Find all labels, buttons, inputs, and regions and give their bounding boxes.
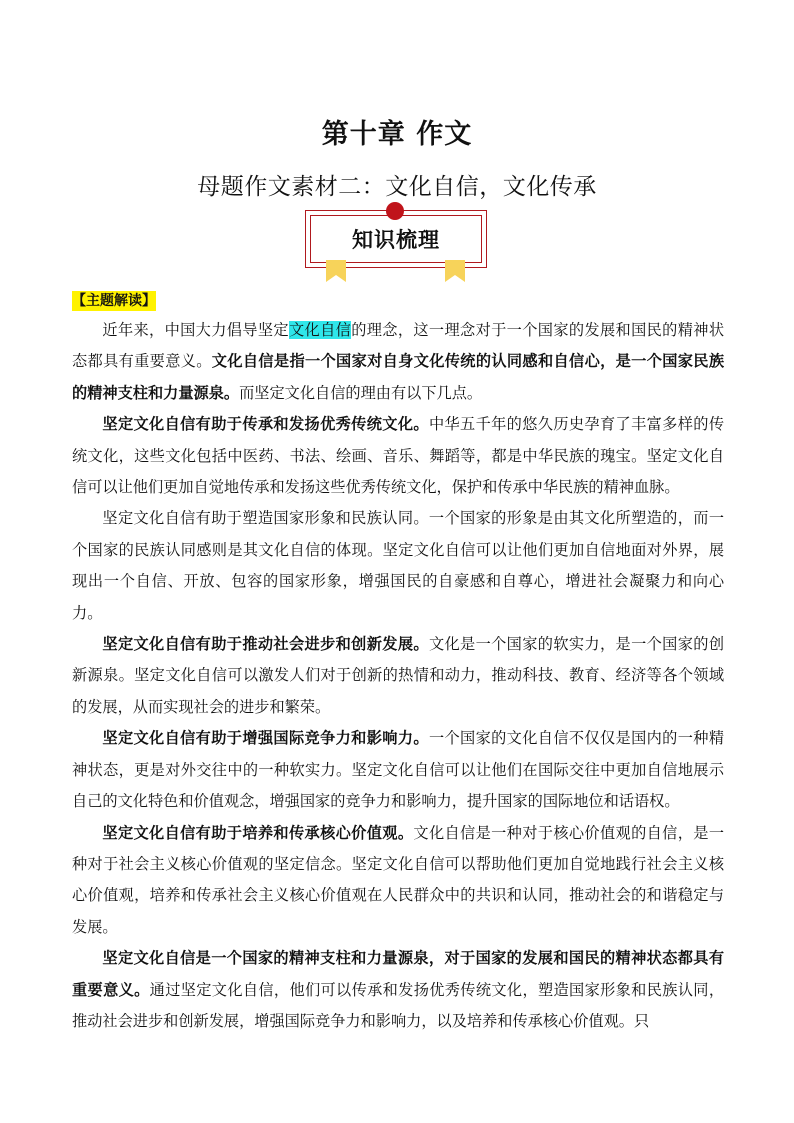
paragraph-1	[72, 315, 724, 409]
highlighted-term: 文化自信	[288, 321, 352, 339]
paragraph-4	[72, 629, 724, 723]
p4-text: 文化是一个国家的软实力，是一个国家的创新源泉。坚定文化自信可以激发人们对于创新的热情和动力，推动科技、教育、经济等各个领域的发展，从而实现社会的进步和繁荣。	[72, 635, 725, 716]
p1-text-a: 近年来，中国大力倡导坚定	[102, 321, 289, 339]
section-tag: 【主题解读】	[72, 293, 156, 309]
paragraph-5	[72, 723, 724, 817]
p1-text-b: 的理念，这一理念对于一个国家的发展和国民的精神状态都具有重要意义。	[72, 321, 725, 371]
p3-text: 坚定文化自信有助于塑造国家形象和民族认同。一个国家的形象是由其文化所塑造的，而一个国家的民族认同感则是其文化自信的体现。坚定文化自信可以让他们更加自信地面对外界，展现出一个自信、开放、包容的国家形象，增强国民的自豪感和自尊心，增进社会凝聚力和向心力。	[72, 509, 724, 622]
paragraph-7	[72, 943, 724, 1037]
p2-text: 中华五千年的悠久历史孕育了丰富多样的传统文化，这些文化包括中医药、书法、绘画、音乐、舞蹈等，都是中华民族的瑰宝。坚定文化自信可以让他们更加自觉地传承和发扬这些优秀传统文化，保护和传承中华民族的精神血脉。	[72, 415, 725, 497]
p6-text: 文化自信是一种对于核心价值观的自信，是一种对于社会主义核心价值观的坚定信念。坚定文化自信可以帮助他们更加自觉地践行社会主义核心价值观，培养和传承社会主义核心价值观在人民群众中的共识和认同，推动社会的和谐稳定与发展。	[72, 823, 725, 936]
ribbon-left-icon	[326, 260, 346, 282]
chapter-title: 第十章 作文	[321, 119, 473, 150]
p1-text-c: 而坚定文化自信的理由有以下几点。	[239, 383, 483, 402]
red-dot-icon	[386, 202, 404, 220]
paragraph-6	[72, 818, 724, 944]
subtitle: 母题作文素材二：文化自信，文化传承	[197, 174, 597, 200]
p4-bold: 坚定文化自信有助于推动社会进步和创新发展。	[102, 635, 429, 654]
paragraph-2	[72, 409, 724, 503]
badge-label: 知识梳理	[352, 228, 440, 252]
p6-bold: 坚定文化自信有助于培养和传承核心价值观。	[102, 823, 414, 842]
p2-bold: 坚定文化自信有助于传承和发扬优秀传统文化。	[102, 415, 429, 434]
p5-bold: 坚定文化自信有助于增强国际竞争力和影响力。	[102, 729, 429, 748]
body-text	[72, 315, 724, 1037]
p7-bold: 坚定文化自信是一个国家的精神支柱和力量源泉，对于国家的发展和国民的精神状态都具有重要意义。	[72, 949, 724, 999]
paragraph-3	[72, 503, 724, 629]
p1-bold: 文化自信是指一个国家对自身文化传统的认同感和自信心，是一个国家民族的精神支柱和力量源泉。	[72, 352, 725, 402]
p5-text: 一个国家的文化自信不仅仅是国内的一种精神状态，更是对外交往中的一种软实力。坚定文化自信可以让他们在国际交往中更加自信地展示自己的文化特色和价值观念，增强国家的竞争力和影响力，提升国家的国际地位和话语权。	[72, 729, 725, 811]
ribbon-right-icon	[445, 260, 465, 282]
p7-text: 通过坚定文化自信，他们可以传承和发扬优秀传统文化，塑造国家形象和民族认同，推动社会进步和创新发展，增强国际竞争力和影响力，以及培养和传承核心价值观。只	[72, 980, 725, 1030]
knowledge-badge	[305, 202, 489, 282]
